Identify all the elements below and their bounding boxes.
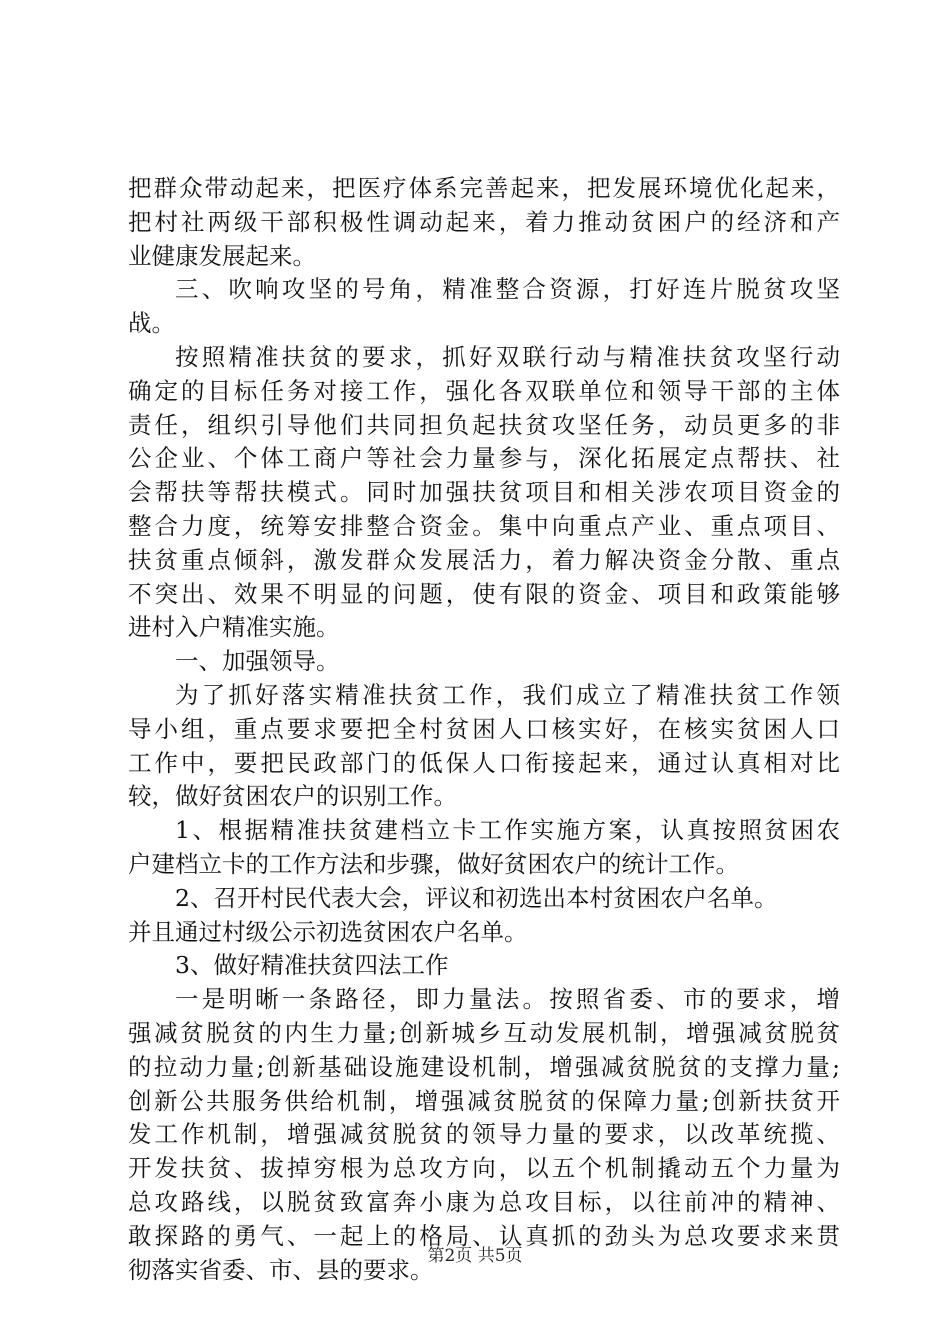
text-line: 会帮扶等帮扶模式。同时加强扶贫项目和相关涉农项目资金的	[128, 478, 840, 507]
text-line: 1、根据精准扶贫建档立卡工作实施方案，认真按照贫困农	[175, 816, 840, 845]
text-line: 工作中，要把民政部门的低保人口衔接起来，通过认真相对比	[128, 748, 840, 777]
text-line: 不突出、效果不明显的问题，使有限的资金、项目和政策能够	[128, 579, 840, 608]
text-line: 公企业、个体工商户等社会力量参与，深化拓展定点帮扶、社	[128, 444, 840, 473]
text-line: 整合力度，统筹安排整合资金。集中向重点产业、重点项目、	[128, 511, 840, 540]
text-line: 按照精准扶贫的要求，抓好双联行动与精准扶贫攻坚行动	[175, 342, 840, 371]
text-line: 一是明晰一条路径，即力量法。按照省委、市的要求，增	[175, 985, 840, 1014]
text-line: 较，做好贫困农户的识别工作。	[128, 782, 457, 811]
text-line: 强减贫脱贫的内生力量;创新城乡互动发展机制，增强减贫脱贫	[128, 1018, 840, 1047]
page-number-footer: 第2页 共5页	[427, 1246, 523, 1266]
text-line: 发工作机制，增强减贫脱贫的领导力量的要求，以改革统揽、	[128, 1120, 840, 1149]
text-line: 2、召开村民代表大会，评议和初选出本村贫困农户名单。	[175, 883, 778, 912]
text-line: 把村社两级干部积极性调动起来，着力推动贫困户的经济和产	[128, 207, 840, 236]
text-line: 的拉动力量;创新基础设施建设机制，增强减贫脱贫的支撑力量;	[128, 1052, 840, 1081]
text-line: 敢探路的勇气、一起上的格局、认真抓的劲头为总攻要求来贯	[128, 1221, 840, 1250]
text-line: 并且通过村级公示初选贫困农户名单。	[128, 917, 528, 946]
text-line: 三、吹响攻坚的号角，精准整合资源，打好连片脱贫攻坚	[175, 275, 840, 304]
text-line: 把群众带动起来，把医疗体系完善起来，把发展环境优化起来，	[128, 174, 840, 202]
text-line: 开发扶贫、拔掉穷根为总攻方向，以五个机制撬动五个力量为	[128, 1154, 840, 1183]
text-line: 战。	[128, 309, 175, 338]
document-body	[128, 172, 840, 1287]
text-line: 确定的目标任务对接工作，强化各双联单位和领导干部的主体	[128, 376, 840, 405]
text-line: 业健康发展起来。	[128, 241, 316, 270]
text-line: 进村入户精准实施。	[128, 613, 340, 642]
text-line: 一、加强领导。	[175, 647, 340, 676]
text-line: 创新公共服务供给机制，增强减贫脱贫的保障力量;创新扶贫开	[128, 1086, 840, 1115]
text-line: 责任，组织引导他们共同担负起扶贫攻坚任务，动员更多的非	[128, 410, 840, 439]
text-line: 彻落实省委、市、县的要求。	[128, 1255, 434, 1284]
text-line: 扶贫重点倾斜，激发群众发展活力，着力解决资金分散、重点	[128, 545, 840, 574]
text-line: 3、做好精准扶贫四法工作	[175, 951, 449, 980]
text-line: 总攻路线，以脱贫致富奔小康为总攻目标，以往前冲的精神、	[128, 1187, 840, 1216]
text-line: 户建档立卡的工作方法和步骤，做好贫困农户的统计工作。	[128, 849, 739, 878]
text-line: 导小组，重点要求要把全村贫困人口核实好，在核实贫困人口	[128, 714, 840, 743]
text-line: 为了抓好落实精准扶贫工作，我们成立了精准扶贫工作领	[175, 680, 840, 709]
